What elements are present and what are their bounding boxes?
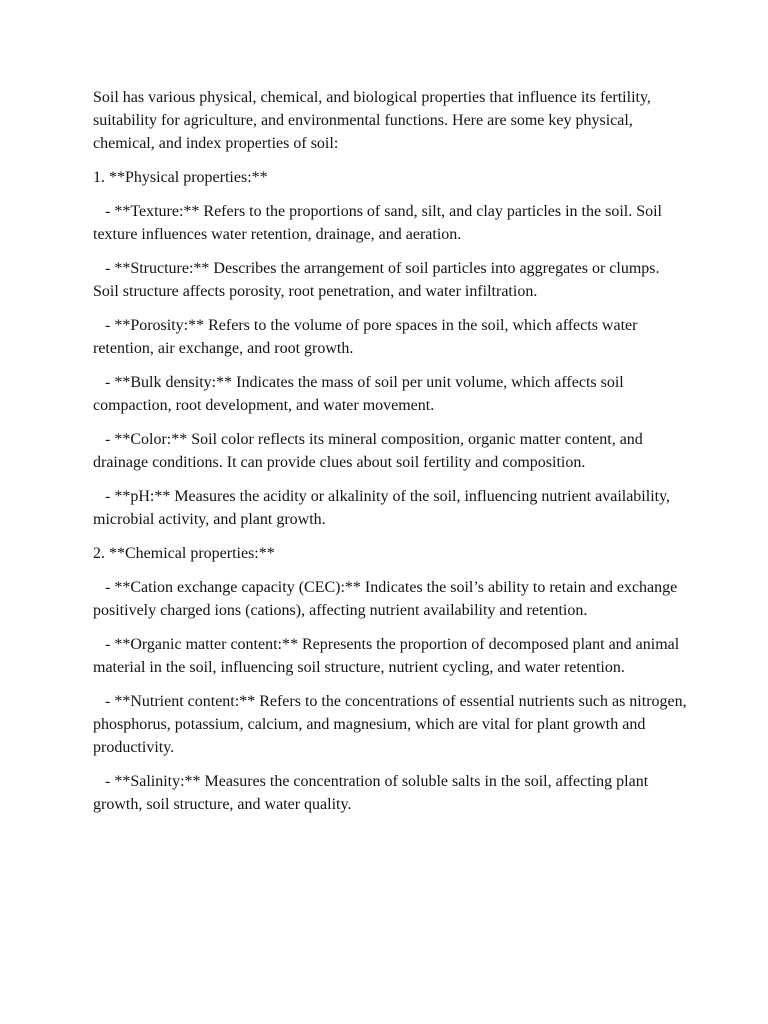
section-heading-physical: 1. **Physical properties:** — [93, 169, 268, 186]
list-item-color: - **Color:** Soil color reflects its mineral composition, organic matter content, and drainage conditions. It can provide clues about soil fertility and composition. — [93, 431, 643, 471]
list-item-structure: - **Structure:** Describes the arrangement of soil particles into aggregates or clumps. Soil structure affects porosity, root penetration, and water infiltration. — [93, 260, 660, 300]
list-item-bulk-density: - **Bulk density:** Indicates the mass of soil per unit volume, which affects soil compaction, root development, and water movement. — [93, 374, 624, 414]
document-page — [93, 86, 688, 827]
list-item-salinity: - **Salinity:** Measures the concentration of soluble salts in the soil, affecting plant growth, soil structure, and water quality. — [93, 773, 649, 813]
list-item-porosity: - **Porosity:** Refers to the volume of pore spaces in the soil, which affects water retention, air exchange, and root growth. — [93, 317, 638, 357]
list-item-nutrient-content: - **Nutrient content:** Refers to the concentrations of essential nutrients such as nitrogen, phosphorus, potassium, calcium, and magnesium, which are vital for plant growth and productivity. — [93, 693, 687, 756]
list-item-cec: - **Cation exchange capacity (CEC):** Indicates the soil’s ability to retain and exchange positively charged ions (cations), affecting nutrient availability and retention. — [93, 579, 678, 619]
list-item-ph: - **pH:** Measures the acidity or alkalinity of the soil, influencing nutrient availability, microbial activity, and plant growth. — [93, 488, 671, 528]
section-heading-chemical: 2. **Chemical properties:** — [93, 545, 275, 562]
list-item-texture: - **Texture:** Refers to the proportions of sand, silt, and clay particles in the soil. Soil texture influences water retention, drainage, and aeration. — [93, 203, 662, 243]
list-item-organic-matter: - **Organic matter content:** Represents the proportion of decomposed plant and animal material in the soil, influencing soil structure, nutrient cycling, and water retention. — [93, 636, 680, 676]
intro-paragraph: Soil has various physical, chemical, and biological properties that influence its fertility, suitability for agriculture, and environmental functions. Here are some key physical, chemical, and index properties of soil: — [93, 89, 651, 152]
